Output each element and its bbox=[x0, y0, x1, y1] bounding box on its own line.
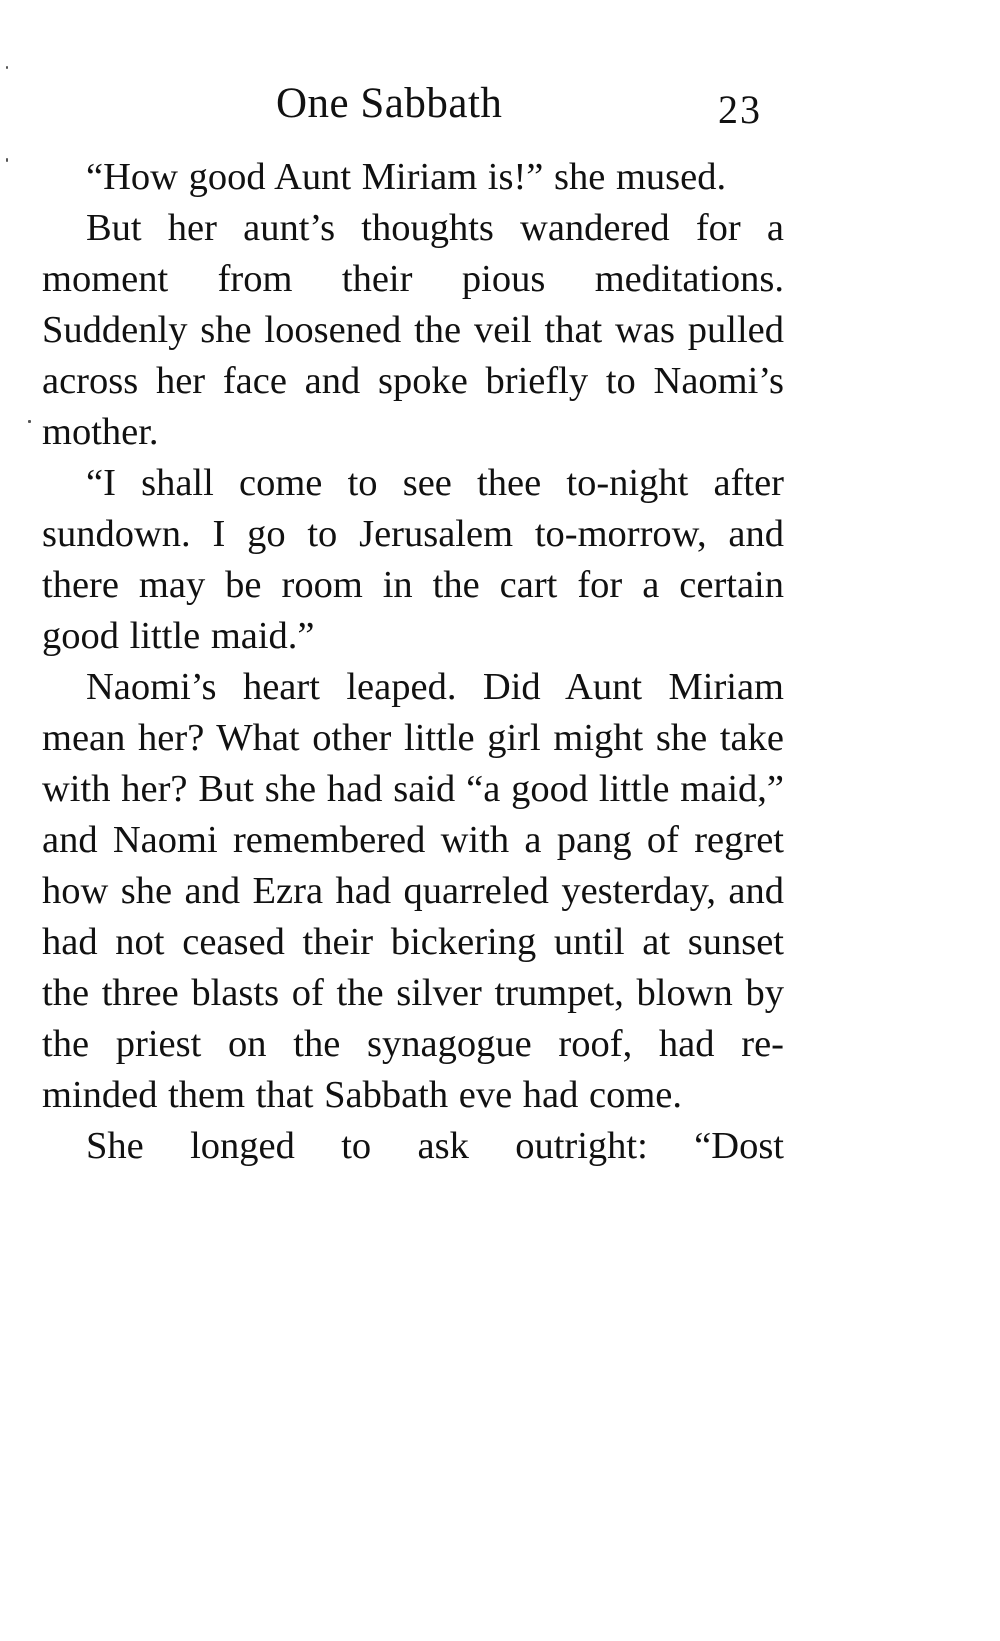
body-text bbox=[42, 152, 784, 1172]
margin-speck-top bbox=[6, 66, 8, 69]
running-title: One Sabbath bbox=[276, 80, 503, 127]
paragraph-4: Naomi’s heart leaped. Did Aunt Miriam mean her? What other little girl might she take with her? But she had said “a good little maid,” and Naomi remembered with a pang of regret how she and Ezra had quarreled yesterday, and had not ceased their bickering until at sunset the three blasts of the silver trumpet, blown by the priest on the synagogue roof, had re- minded them that Sabbath eve had come. bbox=[42, 666, 784, 1116]
margin-speck-upper bbox=[6, 158, 8, 162]
running-head bbox=[0, 74, 1000, 134]
margin-speck-mid bbox=[28, 420, 31, 423]
page-number: 23 bbox=[718, 87, 762, 132]
paragraph-2: But her aunt’s thoughts wandered for a moment from their pious meditations. Suddenly she loosened the veil that was pulled across her face and spoke briefly to Naomi’s mother. bbox=[42, 207, 784, 453]
paragraph-5: She longed to ask outright: “Dost bbox=[86, 1125, 784, 1167]
paragraph-1: “How good Aunt Miriam is!” she mused. bbox=[86, 156, 727, 198]
paragraph-3: “I shall come to see thee to-night after sundown. I go to Jerusalem to-morrow, and there may be room in the cart for a certain good little maid.” bbox=[42, 462, 784, 657]
